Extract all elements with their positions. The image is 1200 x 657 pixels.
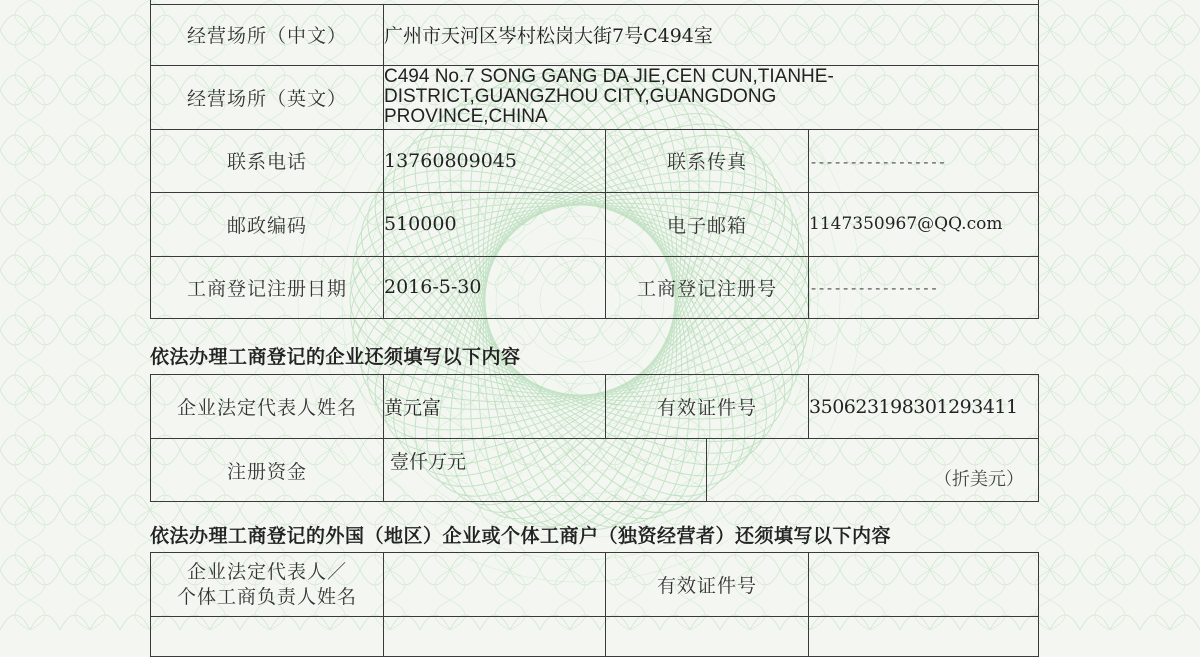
table-row bbox=[151, 617, 1039, 657]
email-label: 电子邮箱 bbox=[606, 192, 809, 256]
table-row bbox=[151, 553, 1039, 617]
address-cn-value: 广州市天河区岑村松岗大街7号C494室 bbox=[384, 4, 1039, 65]
rep-label-line2: 个体工商负责人姓名 bbox=[176, 585, 357, 608]
table-row bbox=[151, 4, 1039, 65]
reg-no-label: 工商登记注册号 bbox=[606, 256, 809, 318]
id-value: 350623198301293411 bbox=[809, 375, 1039, 439]
table-row bbox=[151, 192, 1039, 256]
reg-no-value: ---------------- bbox=[809, 279, 938, 297]
foreign-info-table bbox=[150, 552, 1039, 657]
fax-label: 联系传真 bbox=[606, 129, 809, 192]
table-row bbox=[151, 439, 1039, 502]
email-value: 1147350967@QQ.com bbox=[809, 192, 1039, 256]
legal-rep-value: 黄元富 bbox=[384, 375, 606, 439]
postcode-label: 邮政编码 bbox=[151, 192, 384, 256]
foreign-id-label: 有效证件号 bbox=[606, 553, 809, 617]
capital-value: 壹仟万元 bbox=[390, 451, 467, 473]
phone-label: 联系电话 bbox=[151, 129, 384, 192]
table-row bbox=[151, 375, 1039, 439]
table-row bbox=[151, 65, 1039, 129]
capital-label: 注册资金 bbox=[151, 439, 384, 502]
fax-value: ----------------- bbox=[809, 152, 946, 171]
rep-value bbox=[384, 553, 606, 617]
business-info-table bbox=[150, 0, 1039, 319]
phone-value: 13760809045 bbox=[384, 129, 606, 192]
section-title-foreign: 依法办理工商登记的外国（地区）企业或个体工商户（独资经营者）还须填写以下内容 bbox=[150, 525, 892, 547]
id-label: 有效证件号 bbox=[606, 375, 809, 439]
address-en-value: C494 No.7 SONG GANG DA JIE,CEN CUN,TIANHE-DISTRICT,GUANGZHOU CITY,GUANGDONG PROVINCE,CHINA bbox=[384, 66, 834, 127]
enterprise-info-table bbox=[150, 374, 1039, 502]
postcode-value: 510000 bbox=[384, 192, 606, 256]
foreign-id-value bbox=[809, 553, 1039, 617]
section-title-enterprise: 依法办理工商登记的企业还须填写以下内容 bbox=[150, 346, 521, 368]
legal-rep-label: 企业法定代表人姓名 bbox=[151, 375, 384, 439]
table-row bbox=[151, 129, 1039, 192]
address-cn-label: 经营场所（中文） bbox=[151, 4, 384, 65]
reg-date-value: 2016-5-30 bbox=[384, 256, 606, 318]
address-en-label: 经营场所（英文） bbox=[151, 65, 384, 129]
capital-unit: （折美元） bbox=[934, 469, 1025, 490]
table-row bbox=[151, 256, 1039, 318]
rep-label-line1: 企业法定代表人／ bbox=[186, 560, 347, 583]
reg-date-label: 工商登记注册日期 bbox=[151, 256, 384, 318]
